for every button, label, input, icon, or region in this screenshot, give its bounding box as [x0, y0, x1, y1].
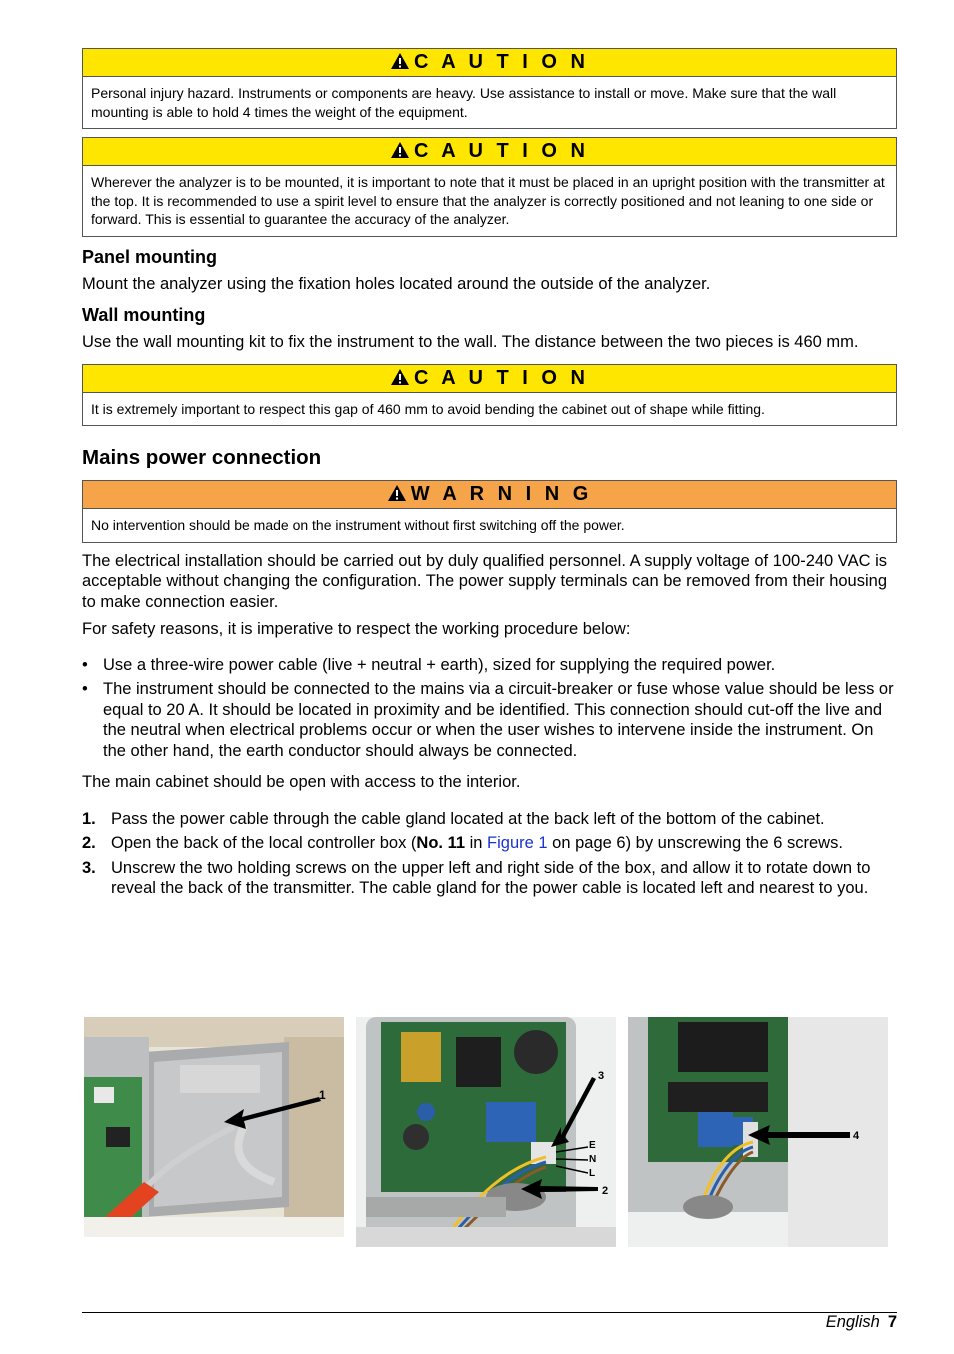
warning-box: [82, 480, 897, 543]
photo-strip: [84, 1017, 888, 1247]
list-item: [82, 679, 897, 761]
step-number: 2.: [82, 834, 96, 852]
step-item: [82, 809, 897, 830]
step-text: Pass the power cable through the cable gland located at the back left of the bottom of the cabinet.: [111, 809, 825, 828]
bullet-list: [82, 655, 897, 762]
callout-label: L: [589, 1168, 596, 1179]
mains-paragraph-1: The electrical installation should be carried out by duly qualified personnel. A supply voltage of 100-240 VAC is acceptable without changing the configuration. The power supply terminals can be removed from their housing to make connection easier.: [82, 551, 888, 611]
caution-header: [83, 49, 896, 77]
step-number: 1.: [82, 809, 96, 828]
callout-label: 1: [319, 1088, 326, 1102]
mains-power-heading: Mains power connection: [82, 446, 322, 469]
caution-header: [83, 138, 896, 166]
warning-triangle-icon: [390, 368, 410, 386]
footer-language: English: [825, 1313, 880, 1331]
bullet-mark: •: [82, 655, 88, 674]
list-item-text: The instrument should be connected to the mains via a circuit-breaker or fuse whose value should be less or equal to 20 A. It should be located in proximity and be identified. This connection should cut-off the live and the neutral when electrical problems occur or when the user wishes to intervene inside the instrument. On the other hand, the earth conductor should always be connected.: [103, 680, 894, 760]
figure-link[interactable]: Figure 1: [487, 834, 548, 852]
caution-box-1: [82, 48, 897, 129]
footer-rule: [82, 1312, 897, 1313]
page-number: 7: [887, 1313, 897, 1331]
step-item: [82, 858, 897, 899]
step-bold-ref: No. 11: [416, 834, 466, 852]
wall-mounting-text: Use the wall mounting kit to fix the instrument to the wall. The distance between the two pieces is 460 mm.: [82, 333, 859, 351]
photo-power-cable: [628, 1017, 888, 1247]
transmitter-back-image: [356, 1017, 616, 1247]
warning-label: W A R N I N G: [410, 483, 593, 505]
page-footer: [826, 1312, 897, 1332]
step-text: Unscrew the two holding screws on the upper left and right side of the box, and allow it to rotate down to reveal the back of the transmitter. The cable gland for the power cable is located left and nearest to you.: [111, 858, 871, 897]
caution-box-3: [82, 364, 897, 427]
step-text-post: on page 6) by unscrewing the 6 screws.: [547, 834, 843, 852]
panel-mounting-heading: Panel mounting: [82, 246, 217, 267]
photo-controller-box: [84, 1017, 344, 1237]
warning-triangle-icon: [390, 52, 410, 70]
warning-text: No intervention should be made on the instrument without first switching off the power.: [91, 517, 625, 533]
callout-label: 4: [853, 1130, 860, 1142]
step-text-mid: in: [465, 834, 488, 852]
callout-label: E: [589, 1140, 596, 1151]
power-cable-image: [628, 1017, 888, 1247]
caution-text: Personal injury hazard. Instruments or components are heavy. Use assistance to install or move. Make sure that the wall mounting is able to hold 4 times the weight of the equipment.: [91, 85, 837, 120]
caution-text: Wherever the analyzer is to be mounted, it is important to note that it must be placed in an upright position with the transmitter at the top. It is recommended to use a spirit level to ensure that the analyzer is correctly positioned and not leaning to one side or forward. This is essential to guarantee the accuracy of the analyzer.: [91, 174, 885, 227]
wall-mounting-heading: Wall mounting: [82, 305, 206, 325]
panel-mounting-text: Mount the analyzer using the fixation holes located around the outside of the analyzer.: [82, 274, 711, 293]
caution-header: [83, 365, 896, 393]
bullet-mark: •: [82, 680, 88, 698]
steps-list: [82, 809, 897, 899]
callout-label: N: [589, 1154, 597, 1165]
controller-box-image: [84, 1017, 344, 1237]
warning-triangle-icon: [387, 484, 407, 502]
warning-header: [83, 481, 896, 509]
caution-label: C A U T I O N: [414, 140, 589, 162]
step-text-pre: Open the back of the local controller box (: [111, 834, 417, 852]
callout-label: 2: [602, 1185, 609, 1197]
list-item: [82, 655, 897, 676]
caution-label: C A U T I O N: [414, 366, 589, 389]
photo-transmitter-back: [356, 1017, 616, 1247]
callout-label: 3: [598, 1070, 605, 1082]
mains-paragraph-3: The main cabinet should be open with access to the interior.: [82, 773, 521, 791]
step-item: [82, 833, 897, 854]
caution-box-2: [82, 137, 897, 237]
mains-paragraph-2: For safety reasons, it is imperative to respect the working procedure below:: [82, 620, 631, 638]
page-content: [82, 48, 897, 903]
list-item-text: Use a three-wire power cable (live + neutral + earth), sized for supplying the required power.: [103, 655, 776, 674]
warning-triangle-icon: [390, 141, 410, 159]
caution-label: C A U T I O N: [414, 51, 589, 73]
caution-text: It is extremely important to respect this gap of 460 mm to avoid bending the cabinet out of shape while fitting.: [91, 400, 765, 417]
step-number: 3.: [82, 858, 96, 877]
